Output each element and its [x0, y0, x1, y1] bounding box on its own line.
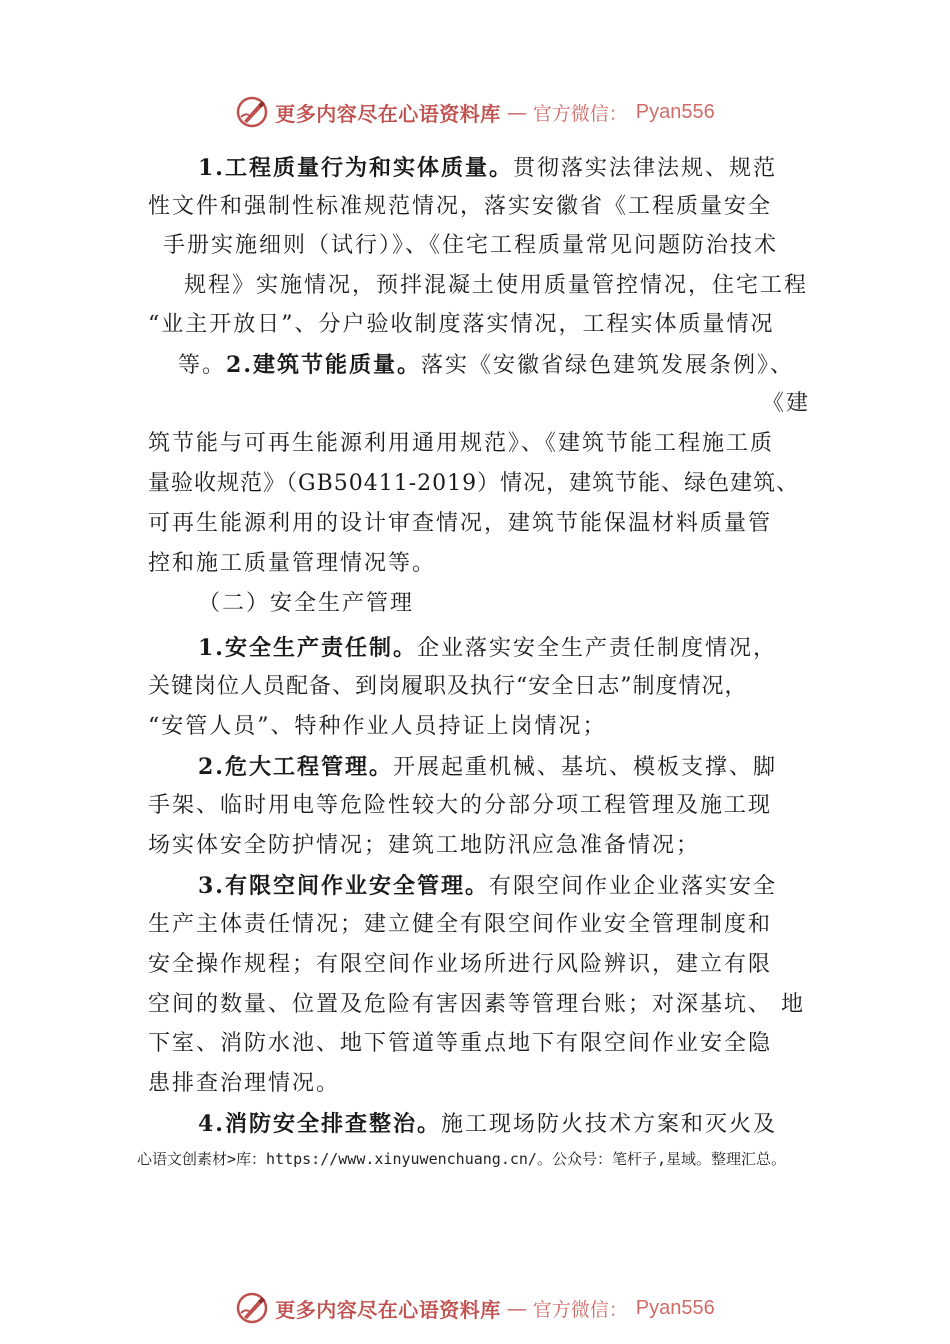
line-text: 控和施工质量管理情况等。 — [148, 551, 437, 576]
text-line — [198, 633, 777, 664]
line-text: 手册实施细则（试行）》、《住宅工程质量常见问题防治技术 — [163, 233, 779, 258]
text-line — [148, 469, 799, 499]
text-line — [198, 752, 777, 783]
footer-banner — [0, 1288, 950, 1328]
line-text: 患排查治理情况。 — [148, 1071, 341, 1096]
text-line — [148, 910, 772, 940]
line-text: 手架、临时用电等危险性较大的分部分项工程管理及施工现 — [148, 793, 773, 818]
text-line — [178, 350, 794, 381]
text-line — [148, 712, 607, 742]
line-text: 可再生能源利用的设计审查情况，建筑节能保温材料质量管 — [148, 511, 773, 536]
line-text: 企业落实安全生产责任制度情况， — [416, 636, 777, 661]
text-line — [184, 271, 808, 301]
text-line — [148, 429, 774, 459]
bold-heading: 1.工程质量行为和实体质量。 — [198, 155, 513, 181]
banner-wechat-label: 官方微信： — [532, 1298, 628, 1321]
line-text: 《建 — [762, 391, 811, 416]
line-text: 有限空间作业企业落实安全 — [488, 874, 777, 899]
text-line — [148, 509, 772, 539]
banner-title: 更多内容尽在心语资料库 — [275, 101, 501, 126]
banner-wechat-id: Pyan556 — [635, 1296, 715, 1319]
text-line — [198, 1109, 777, 1140]
text-line — [148, 990, 805, 1020]
text-line — [148, 192, 772, 222]
text-line — [148, 1069, 340, 1099]
text-line — [148, 549, 436, 579]
line-text: 场实体安全防护情况；建筑工地防汛应急准备情况； — [148, 833, 701, 858]
text-line — [148, 791, 772, 821]
text-line — [198, 871, 777, 902]
line-text: 量验收规范》（GB50411-2019）情况，建筑节能、绿色建筑、 — [148, 471, 800, 496]
banner-wechat-id: Pyan556 — [635, 100, 715, 123]
banner-dash: — — [506, 1296, 527, 1320]
source-note: 心语文创素材>库：https://www.xinyuwenchuang.cn/。公众号：笔杆子,星域。整理汇总。 — [137, 1150, 786, 1168]
text-line — [148, 672, 748, 702]
text-line — [148, 1029, 772, 1059]
line-text: 规程》实施情况，预拌混凝土使用质量管控情况，住宅工程 — [184, 273, 809, 298]
line-text: 空间的数量、位置及危险有害因素等管理台账；对深基坑、 地 — [148, 992, 805, 1017]
line-text: 施工现场防火技术方案和灭火及 — [440, 1112, 777, 1137]
line-text: 下室、消防水池、地下管道等重点地下有限空间作业安全隐 — [148, 1031, 773, 1056]
line-text: （二）安全生产管理 — [198, 591, 415, 616]
pen-logo-icon — [235, 1291, 269, 1325]
line-text: 安全操作规程；有限空间作业场所进行风险辨识，建立有限 — [148, 952, 773, 977]
text-line — [762, 389, 810, 419]
text-line — [148, 310, 775, 340]
text-line — [148, 831, 700, 861]
line-text: 开展起重机械、基坑、模板支撑、脚 — [392, 755, 777, 780]
line-text: 生产主体责任情况；建立健全有限空间作业安全管理制度和 — [148, 912, 773, 937]
header-banner — [0, 92, 950, 132]
section-heading — [198, 589, 414, 619]
line-text: “安管人员”、特种作业人员持证上岗情况； — [148, 714, 607, 739]
pen-logo-icon — [235, 95, 269, 129]
text-line — [198, 153, 777, 184]
bold-heading: 3.有限空间作业安全管理。 — [198, 873, 489, 899]
line-text: 性文件和强制性标准规范情况，落实安徽省《工程质量安全 — [148, 194, 773, 219]
banner-dash: — — [506, 100, 527, 124]
bold-heading: 4.消防安全排查整治。 — [198, 1111, 441, 1137]
line-text: 关键岗位人员配备、到岗履职及执行“安全日志”制度情况， — [148, 674, 748, 699]
line-text: 落实《安徽省绿色建筑发展条例》、 — [420, 353, 794, 378]
line-text: “业主开放日”、分户验收制度落实情况，工程实体质量情况 — [148, 312, 775, 337]
bold-heading: 2.建筑节能质量。 — [226, 352, 421, 378]
text-line — [163, 231, 778, 261]
line-text: 贯彻落实法律法规、规范 — [512, 156, 777, 181]
banner-wechat-label: 官方微信： — [532, 102, 628, 125]
bold-heading: 1.安全生产责任制。 — [198, 635, 417, 661]
text-line — [148, 950, 772, 980]
line-text: 等。 — [178, 353, 227, 378]
banner-title: 更多内容尽在心语资料库 — [275, 1297, 501, 1322]
bold-heading: 2.危大工程管理。 — [198, 754, 393, 780]
line-text: 筑节能与可再生能源利用通用规范》、《建筑节能工程施工质 — [148, 431, 775, 456]
